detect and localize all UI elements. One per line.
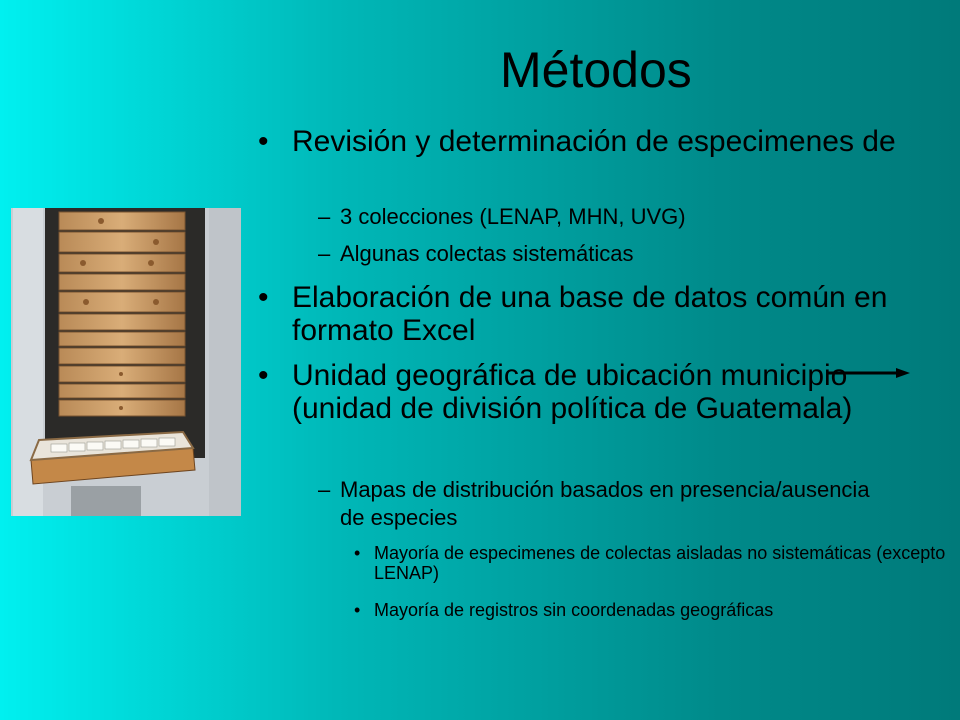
sub-sub-bullet-marker: • xyxy=(354,600,361,620)
bullet-revision: Revisión y determinación de especimenes de xyxy=(292,125,896,158)
bullet-base-de-datos: Elaboración de una base de datos común en formato Excel xyxy=(292,281,888,347)
bullet-marker: • xyxy=(258,125,269,158)
sub-bullet-mapas: Mapas de distribución basados en presencia/ausencia de especies xyxy=(340,477,870,530)
bullet-unidad-geografica: Unidad geográfica de ubicación municipio (unidad de división política de Guatemala) xyxy=(292,359,853,425)
specimen-drawers-photo xyxy=(11,208,241,516)
arrow-right-icon xyxy=(826,366,912,380)
sub-bullet-colectas: Algunas colectas sistemáticas xyxy=(340,241,634,266)
slide-title: Métodos xyxy=(500,42,692,98)
bullet-marker: • xyxy=(258,359,269,392)
sub-sub-bullet-colectas-aisladas: Mayoría de especimenes de colectas aisladas no sistemáticas (excepto LENAP) xyxy=(374,543,946,583)
bullet-marker: • xyxy=(258,281,269,314)
sub-bullet-marker: – xyxy=(318,477,331,502)
sub-sub-bullet-sin-coordenadas: Mayoría de registros sin coordenadas geográficas xyxy=(374,600,774,620)
sub-bullet-marker: – xyxy=(318,241,331,266)
sub-sub-bullet-marker: • xyxy=(354,543,361,563)
sub-bullet-marker: – xyxy=(318,204,331,229)
sub-bullet-colecciones: 3 colecciones (LENAP, MHN, UVG) xyxy=(340,204,686,229)
